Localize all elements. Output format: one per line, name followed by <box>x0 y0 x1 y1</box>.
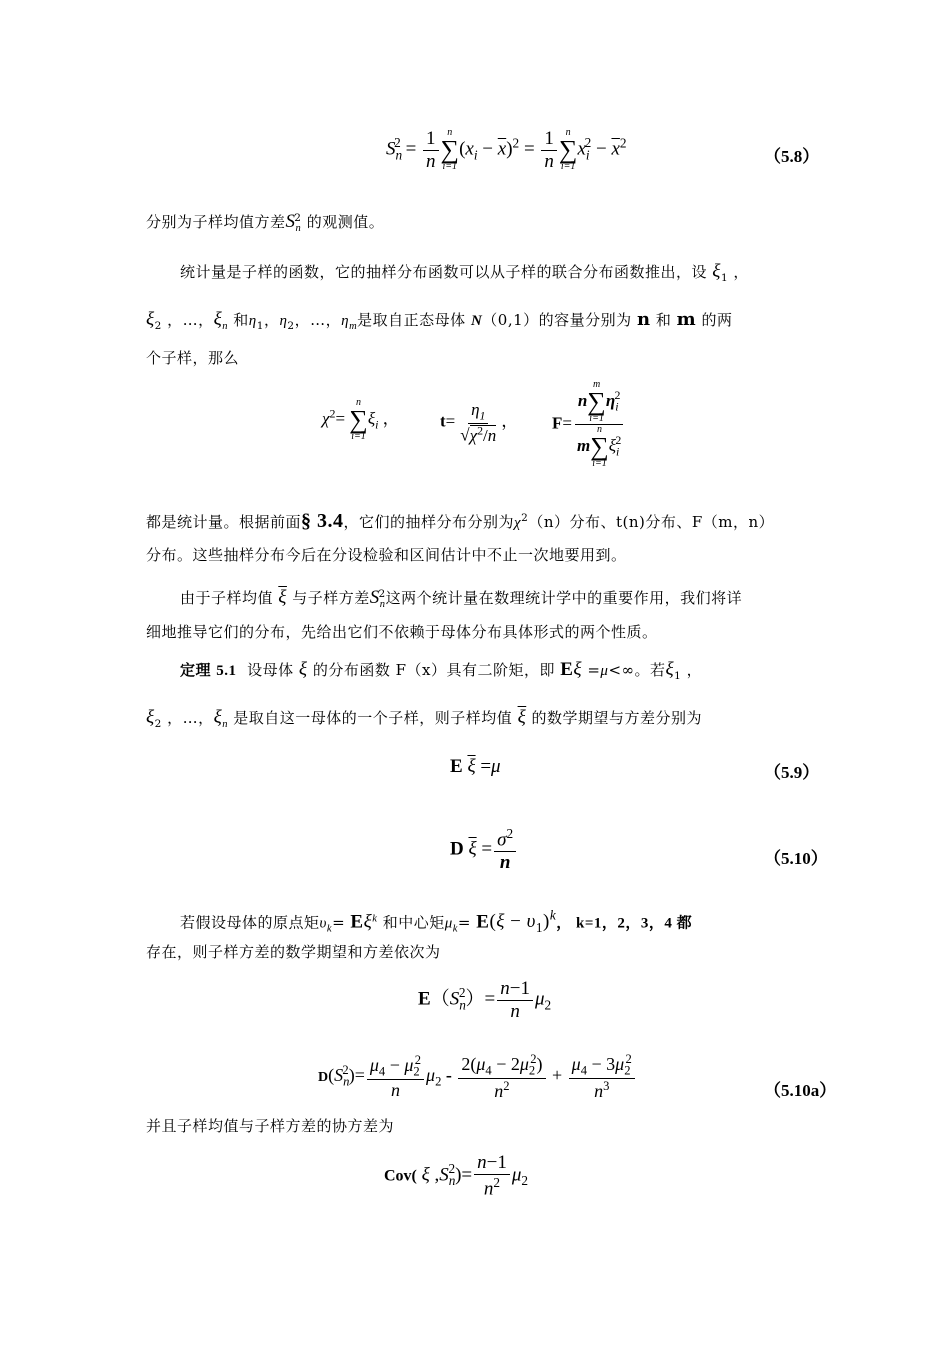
paragraph-line: 存在，则子样方差的数学期望和方差依次为 <box>146 943 441 961</box>
equation-5-10: D $\overline{\xi}$ = $\frac{\sigma^2}{n}$ <box>450 826 518 874</box>
chi-square-formula: $\chi^2=$ n ∑ i=1 $\xi_i$ ， <box>322 397 400 442</box>
equation-number: （5.8） <box>764 147 820 166</box>
t-formula: t= $\frac{\eta_1}{√\chi^2/n}$ ， <box>440 400 519 445</box>
equation-5-10a: $D(S_n^2)=$ $\frac{\mu_4 - \mu_2^2}{n}$ $\mu_2$ - $\frac{2(\mu_4 - 2\mu_2^2)}{n^2}$ + $\frac{\mu_4 - 3\mu_2^2}{n^3}$ <box>318 1052 637 1102</box>
paragraph-line: 个子样，那么 <box>146 349 240 367</box>
paragraph-line: 都是统计量。根据前面§ 3.4，它们的抽样分布分别为$\chi^2(n)$分布、t(n)分布、F（m，n） <box>146 510 775 532</box>
paragraph-line: 若假设母体的原点矩$\upsilon_k= E\xi^k$ 和中心矩$\mu_k= E(\xi - \upsilon_1)^k$， k=1，2，3，4 都 <box>180 908 693 936</box>
expectation-formula: $E(S_n^2)=$ $\frac{n-1}{n}$ $\mu_2$ <box>418 978 552 1022</box>
equation-5-9: E $\overline{\xi} =\mu$ <box>450 756 501 777</box>
equation-number: （5.10） <box>764 849 828 868</box>
paragraph-line: 分布。这些抽样分布今后在分设检验和区间估计中不止一次地要用到。 <box>146 546 627 564</box>
theorem-line: 定理 5.1 设母体 ξ 的分布函数 F（x）具有二阶矩，即 Eξ =μ<∞。若$\xi_1$ ， <box>180 659 703 682</box>
paragraph-line: 并且子样均值与子样方差的协方差为 <box>146 1117 395 1135</box>
paragraph-line: 由于子样均值 $\overline{\xi}$ 与子样方差$S_n^2$这两个统计量在数理统计学中的重要作用，我们将详 <box>180 587 743 610</box>
equation-number: （5.9） <box>764 763 820 782</box>
f-formula: F= n m ∑ i=1 $\eta_i^2$ m n ∑ i=1 $\xi_i^2$ <box>552 380 626 469</box>
paragraph-line: 统计量是子样的函数，它的抽样分布函数可以从子样的联合分布函数推出，设 $\xi_1$ ， <box>180 261 749 284</box>
paragraph-line: $\xi_2$ ，…，$\xi_n$ 和$\eta_1$，$\eta_2$，…，$\eta_m$是取自正态母体 N（0,1）的容量分别为 n 和 m 的两 <box>146 309 733 332</box>
text-line: 分别为子样均值方差$S_n^2$ 的观测值。 <box>146 211 385 234</box>
covariance-formula: Cov( ξ $,S_n^2)=$ $\frac{n-1}{n^2}$ $\mu_2$ <box>384 1152 529 1200</box>
equation-number: （5.10a） <box>764 1081 837 1100</box>
equation-5-8: $S_n^2$ = $\frac{1}{n}$ n ∑ i=1 $(x_i - \overline{x})^2$ = $\frac{1}{n}$ n ∑ i=1 $x_i^2 - \overline{x}^2$ <box>386 127 627 173</box>
theorem-line: $\xi_2$ ，…，$\xi_n$ 是取自这一母体的一个子样，则子样均值 $\overline{\xi}$ 的数学期望与方差分别为 <box>146 707 703 730</box>
paragraph-line: 细地推导它们的分布，先给出它们不依赖于母体分布具体形式的两个性质。 <box>146 623 658 641</box>
